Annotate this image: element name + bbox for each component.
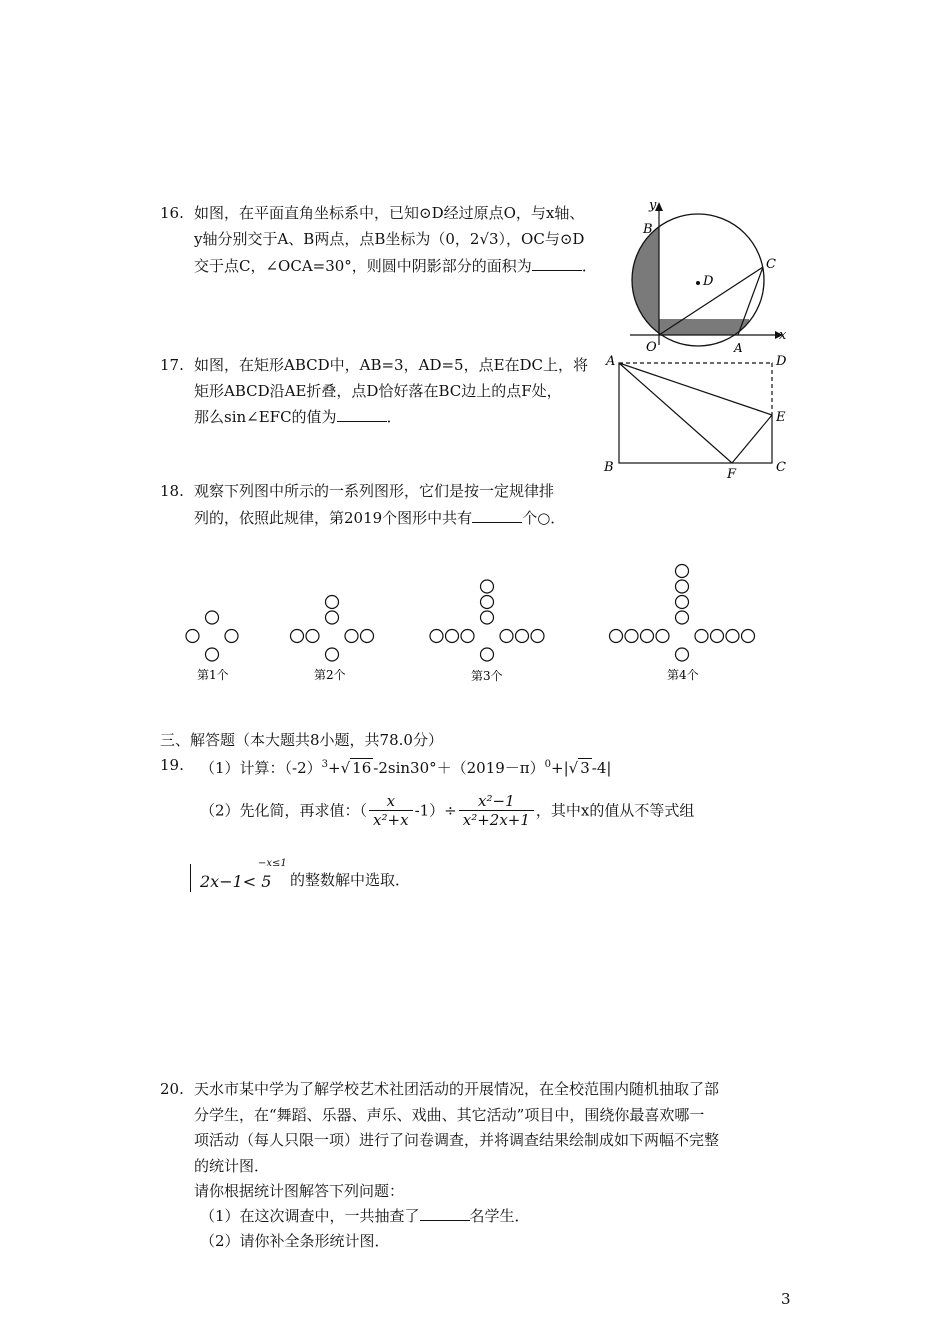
q19-p1-radicand2: 3 [580,759,590,777]
caption-4: 第4个 [667,668,699,682]
sqrt-sign: √ [340,759,351,777]
q19-number: 19. [160,756,184,774]
section-heading: 三、解答题（本大题共8小题，共78.0分） [160,731,443,749]
pattern-4-circle [676,611,689,624]
fraction-2-denominator: x²+2x+1 [462,811,530,829]
pattern-3-circle [481,580,494,593]
segment-ae [619,363,772,415]
label-o: O [646,340,657,355]
q19-p1-exp: 3 [321,759,329,770]
sqrt-sign: √ [568,759,579,777]
answer-blank [337,407,387,422]
pattern-3-circle [430,630,443,643]
q18-line2 [194,508,565,528]
q20-number: 20. [160,1080,184,1098]
label-d: D [776,354,787,369]
pattern-3-circle [516,630,529,643]
q16-line3-end: ． [581,257,597,275]
q19-p1-exp0: 0 [544,759,552,770]
pattern-2-circle [326,648,339,661]
answer-blank [420,1206,470,1221]
q17-line3-end: ． [386,408,402,426]
q19-p1-abs-open: +| [551,759,569,777]
center-point-d [696,281,700,285]
pattern-4-circle [742,630,755,643]
pattern-4-circle [676,648,689,661]
fraction-1-numerator: x [369,792,413,811]
q16-line2: y轴分别交于A、B两点，点B坐标为（0，2√3），OC与⊙D [194,230,585,248]
q16-figure [625,195,795,355]
label-d: D [703,274,714,289]
pattern-2-circle [361,630,374,643]
rectangle-abcd [619,363,772,463]
pattern-1-circle [225,630,238,643]
q16-number: 16. [160,204,184,222]
caption-2: 第2个 [314,668,346,682]
q17-line3-text: 那么sin∠EFC的值为 [194,408,337,426]
pattern-4-circle [610,630,623,643]
label-y: y [649,198,657,213]
q18-number: 18. [160,482,184,500]
pattern-2-circle [306,630,319,643]
q17-figure [600,345,800,480]
q18-line2-text: 列的，依照此规律，第2019个图形中共有 [194,509,473,527]
pattern-4-circle [625,630,638,643]
pattern-3-circle [481,611,494,624]
label-b: B [643,222,653,237]
q18-figure [180,548,780,688]
page-number: 3 [781,1290,791,1308]
fraction-2 [459,792,534,829]
q20-sub2: （2）请你补全条形统计图． [200,1232,390,1250]
pattern-1-circle [186,630,199,643]
q17-line1: 如图，在矩形ABCD中，AB=3，AD=5，点E在DC上，将 [194,356,589,374]
q19-p2-mid: -1）÷ [414,801,457,820]
q20-line2: 分学生，在“舞蹈、乐器、声乐、戏曲、其它活动”项目中，围绕你最喜欢哪一 [194,1106,705,1124]
q17-number: 17. [160,356,184,374]
label-e: E [776,410,786,425]
system-brace [190,864,197,892]
q20-sub1 [200,1206,530,1226]
q20-line3: 项活动（每人只限一项）进行了问卷调查，并将调查结果绘制成如下两幅不完整 [194,1131,720,1149]
label-c: C [776,460,786,475]
pattern-4-circle [676,580,689,593]
q19-p1-abs-close: -4| [591,759,612,777]
pattern-4-circle [676,565,689,578]
q19-p1-plus: + [328,759,341,777]
system-line2: 2x−1< 5 [200,872,272,891]
system-line1: −x≤1 [258,858,287,869]
pattern-3-circle [481,596,494,609]
q18-line2-end: 个○． [522,509,566,527]
q19-p1-radicand1: 16 [352,759,372,777]
answer-blank [472,508,522,523]
fraction-1 [369,792,413,829]
q19-p2-tail: ，其中x的值从不等式组 [535,801,695,820]
pattern-1-circle [206,611,219,624]
segment-af [619,363,732,463]
segment-ca [738,267,763,335]
q20-line5: 请你根据统计图解答下列问题： [194,1182,405,1200]
pattern-2-circle [345,630,358,643]
pattern-4-circle [711,630,724,643]
answer-blank [532,256,582,271]
label-f: F [727,467,737,480]
pattern-3-circle [446,630,459,643]
fraction-1-denominator: x²+x [373,811,409,829]
q19-p1-mid: -2sin30°＋（2019－π） [373,759,545,777]
label-c: C [766,257,776,272]
q16-line3-text: 交于点C，∠OCA=30°，则圆中阴影部分的面积为 [194,257,532,275]
q19-part1 [200,755,611,778]
pattern-2-circle [291,630,304,643]
caption-1: 第1个 [197,668,229,682]
pattern-4-circle [656,630,669,643]
q20-sub1-end: 名学生． [469,1207,530,1225]
q18-line1: 观察下列图中所示的一系列图形，它们是按一定规律排 [194,482,555,500]
q16-line1: 如图，在平面直角坐标系中，已知⊙D经过原点O，与x轴、 [194,204,585,222]
fraction-2-numerator: x²−1 [459,792,534,811]
pattern-2-circle [326,596,339,609]
inequality-system [190,858,300,894]
shaded-region-bottom [659,319,749,335]
pattern-3-circle [461,630,474,643]
q19-sys-tail: 的整数解中选取． [290,871,411,889]
q17-line2: 矩形ABCD沿AE折叠，点D恰好落在BC边上的点F处， [194,382,562,400]
pattern-3-circle [531,630,544,643]
q16-line3 [194,256,597,276]
label-x: x [779,328,787,343]
q20-line4: 的统计图． [194,1157,270,1175]
label-b: B [604,460,614,475]
pattern-3-circle [481,648,494,661]
q20-sub1-text: （1）在这次调查中，一共抽查了 [200,1207,420,1225]
pattern-2-circle [326,611,339,624]
segment-fe [732,415,772,463]
q19-p2-label: （2）先化简，再求值：（ [200,801,368,820]
pattern-1-circle [206,648,219,661]
pattern-4-circle [676,596,689,609]
q20-line1: 天水市某中学为了解学校艺术社团活动的开展情况，在全校范围内随机抽取了部 [194,1080,720,1098]
pattern-4-circle [726,630,739,643]
label-a: A [606,354,616,369]
caption-3: 第3个 [471,669,503,683]
pattern-4-circle [695,630,708,643]
pattern-3-circle [500,630,513,643]
pattern-4-circle [641,630,654,643]
q19-part2 [200,792,694,829]
q17-line3 [194,407,402,427]
label-a: A [734,341,743,355]
q19-p1-label: （1）计算：（-2） [200,759,322,777]
